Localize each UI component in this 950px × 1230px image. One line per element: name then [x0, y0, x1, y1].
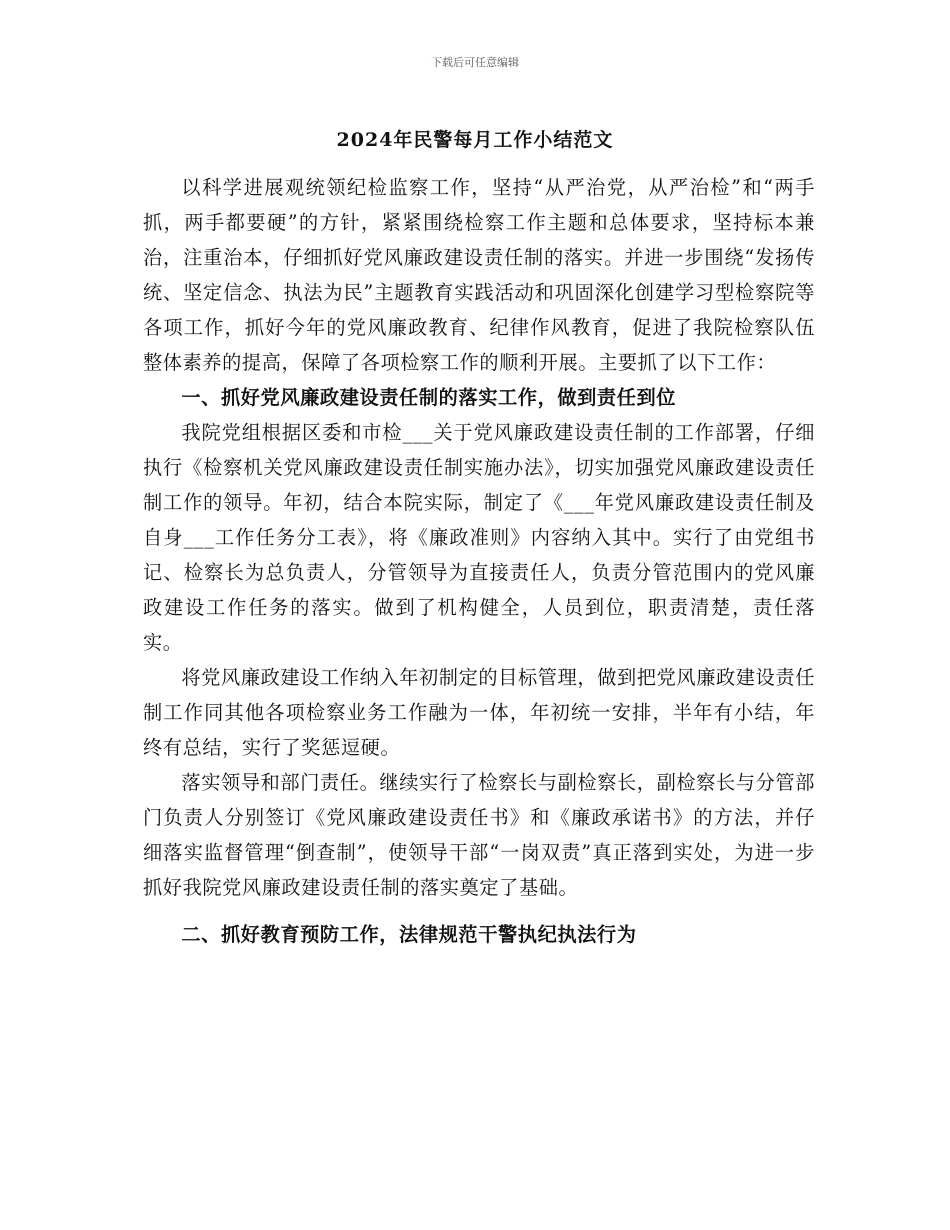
- body-paragraph: 将党风廉政建设工作纳入年初制定的目标管理，做到把党风廉政建设责任制工作同其他各项检察业务工作融为一体，年初统一安排，半年有小结，年终有总结，实行了奖惩逗硬。: [143, 666, 815, 759]
- section-heading-2: 二、抓好教育预防工作，法律规范干警执纪执法行为: [181, 923, 637, 946]
- document-title: 2024年民警每月工作小结范文: [336, 129, 614, 151]
- body-paragraph: 我院党组根据区委和市检___关于党风廉政建设责任制的工作部署，仔细执行《检察机关党风廉政建设责任制实施办法》，切实加强党风廉政建设责任制工作的领导。年初，结合本院实际，制定了《___年党风廉政建设责任制及自身___工作任务分工表》，将《廉政准则》内容纳入其中。实行了由党组书记、检察长为总负责人，分管领导为直接责任人，负责分管范围内的党风廉政建设工作任务的落实。做到了机构健全，人员到位，职责清楚，责任落实。: [143, 421, 815, 654]
- body-paragraph: 落实领导和部门责任。继续实行了检察长与副检察长，副检察长与分管部门负责人分别签订《党风廉政建设责任书》和《廉政承诺书》的方法，并仔细落实监督管理“倒查制”，使领导干部“一岗双责”真正落到实处，为进一步抓好我院党风廉政建设责任制的落实奠定了基础。: [143, 771, 815, 899]
- intro-paragraph: 以科学进展观统领纪检监察工作，坚持“从严治党，从严治检”和“两手抓，两手都要硬”的方针，紧紧围绕检察工作主题和总体要求，坚持标本兼治，注重治本，仔细抓好党风廉政建设责任制的落实。并进一步围绕“发扬传统、坚定信念、执法为民”主题教育实践活动和巩固深化创建学习型检察院等各项工作，抓好今年的党风廉政教育、纪律作风教育，促进了我院检察队伍整体素养的提高，保障了各项检察工作的顺利开展。主要抓了以下工作：: [143, 176, 815, 374]
- header-note: 下载后可任意编辑: [431, 56, 519, 69]
- section-heading-1: 一、抓好党风廉政建设责任制的落实工作，做到责任到位: [181, 386, 677, 409]
- document-body: [143, 170, 815, 952]
